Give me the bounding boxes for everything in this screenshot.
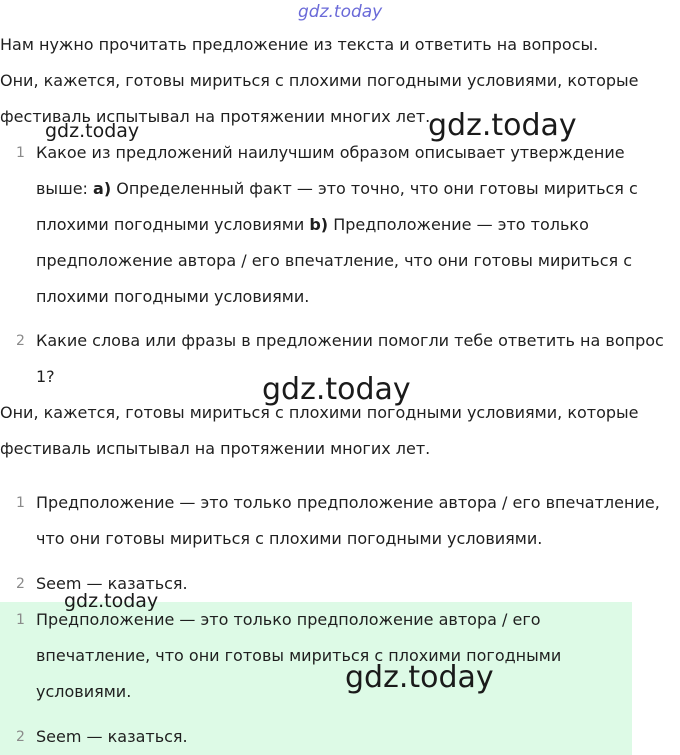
question-number: 2 [16,333,25,349]
intro-text: Нам нужно прочитать предложение из текста и ответить на вопросы. [0,35,599,54]
watermark-1: gdz.today [45,120,140,142]
sentence-line-1: Они, кажется, готовы мириться с плохими погодными условиями, которые [0,71,639,90]
sentence2-line-2: фестиваль испытывал на протяжении многих лет. [0,439,431,458]
watermark-3: gdz.today [262,372,411,407]
answer-number: 1 [16,495,25,511]
watermark-4: gdz.today [64,590,159,612]
sentence2-line-1: Они, кажется, готовы мириться с плохими погодными условиями, которые [0,403,639,422]
answer-text: Предположение — это только предположение автора / его впечатление, что они готовы мириться с плохими погодными условиями. [36,610,562,701]
answer-text: Seem — казаться. [36,574,188,593]
answer-number: 2 [16,729,25,745]
answer-number: 2 [16,576,25,592]
answer-text: Seem — казаться. [36,727,188,746]
watermark-5: gdz.today [345,660,494,695]
watermark-top: gdz.today [298,2,383,22]
option-b-label: b) [309,215,329,234]
answer-text: Предположение — это только предположение автора / его впечатление, что они готовы мириться с плохими погодными условиями. [36,493,660,548]
answer-number: 1 [16,612,25,628]
watermark-2: gdz.today [428,108,577,143]
question-text: Какое из предложений наилучшим образом описывает утверждение выше: a) Определенный факт — это точно, что они готовы мириться с плохими погодными условиями b) Предположение — это только предположение автора / его впечатление, что они готовы мириться с плохими погодными условиями. [36,143,638,306]
sentence-line-2: фестиваль испытывал на протяжении многих лет. [0,107,431,126]
option-a-label: a) [93,179,112,198]
question-text: Какие слова или фразы в предложении помогли тебе ответить на вопрос 1? [36,331,664,386]
question-number: 1 [16,145,25,161]
